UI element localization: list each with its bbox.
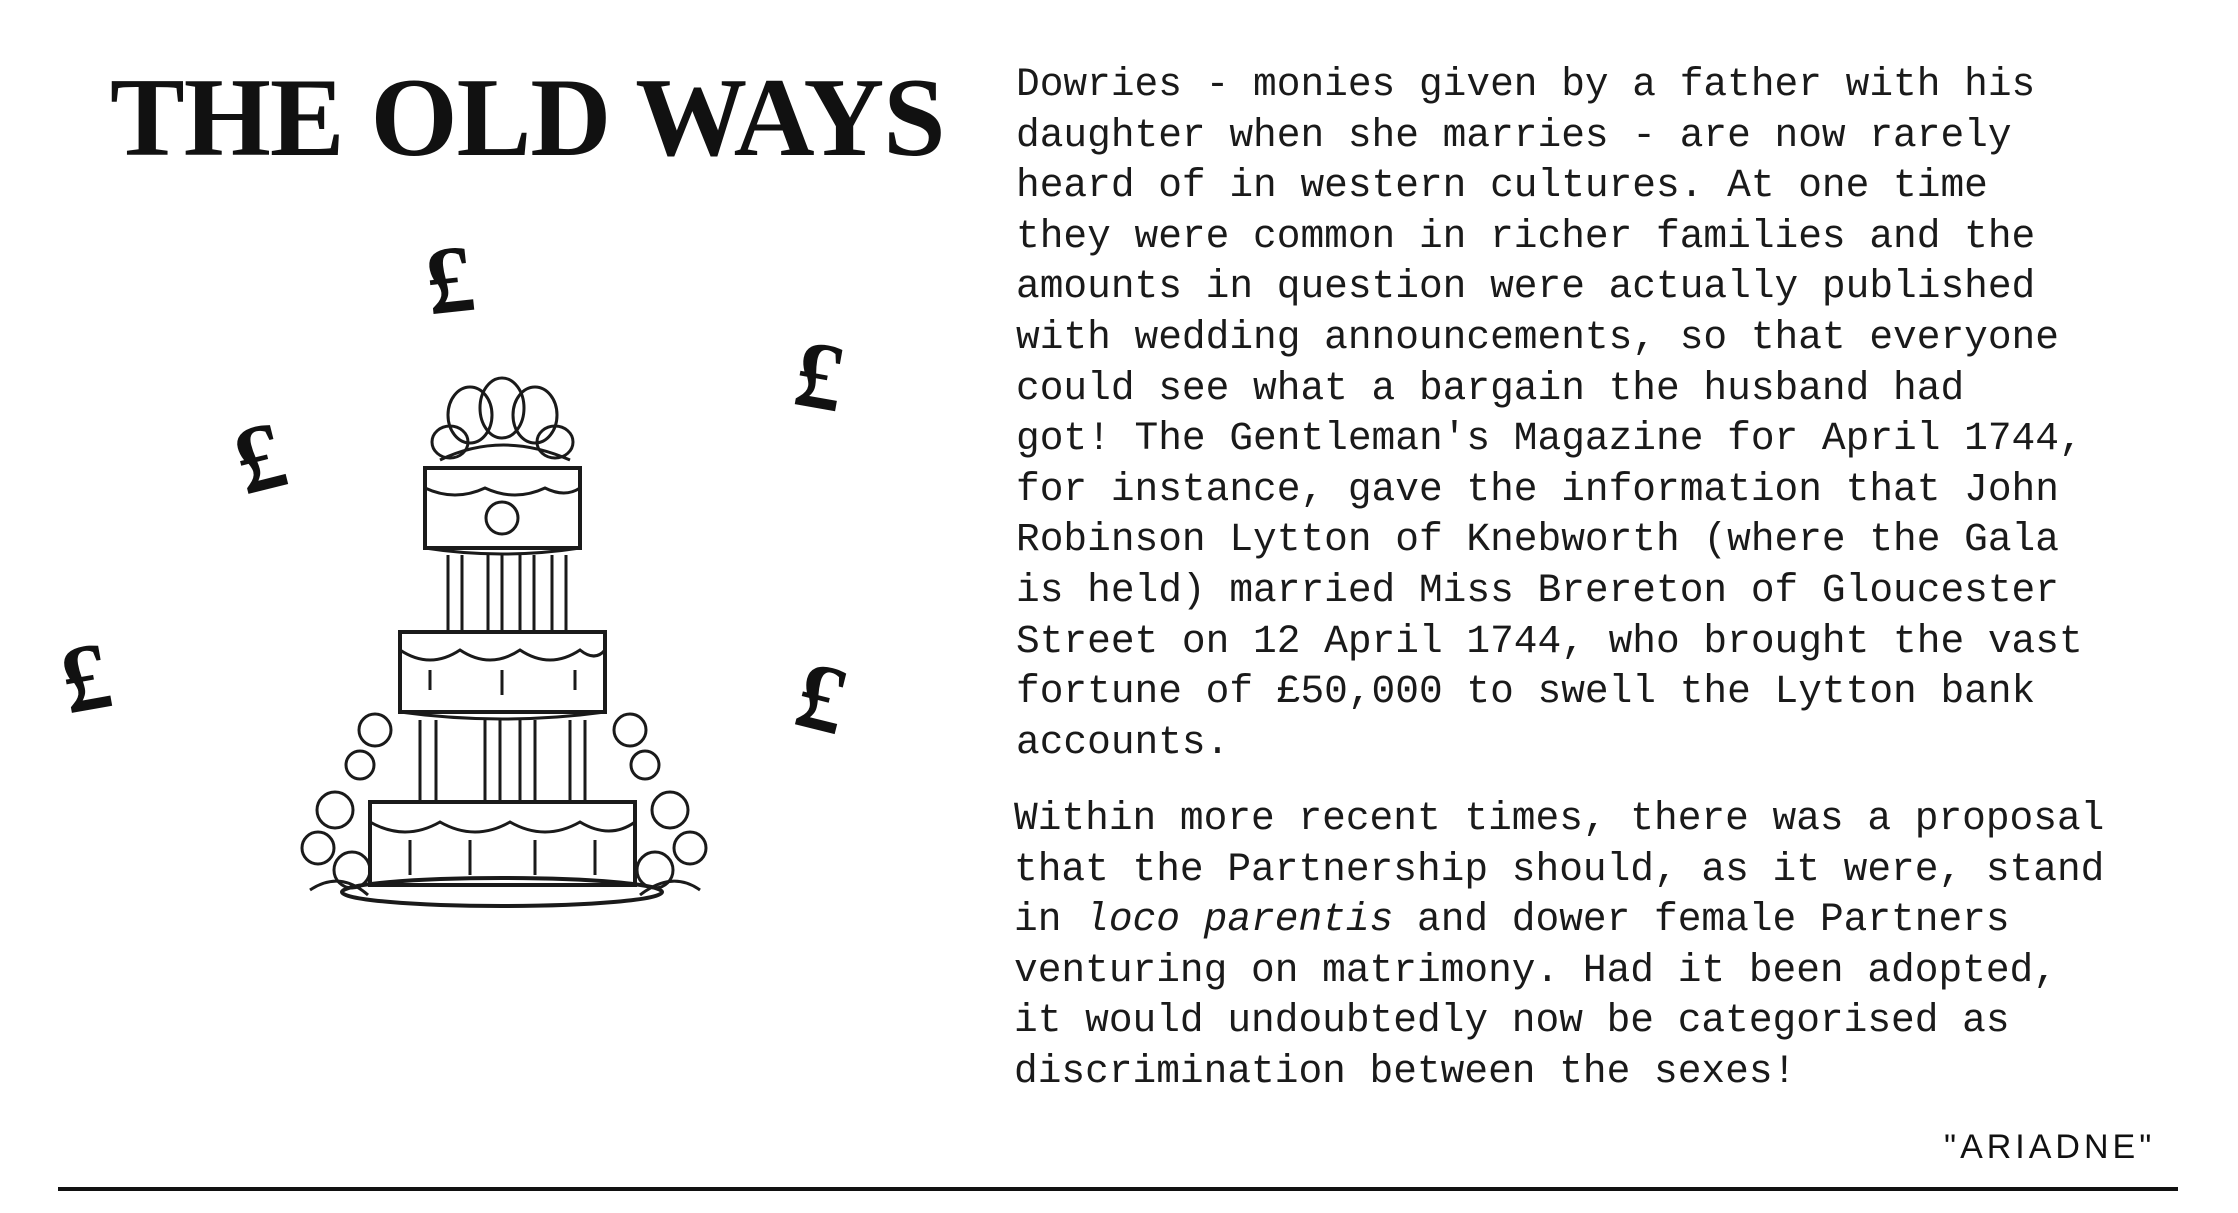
text-fragment: in	[1014, 897, 1086, 943]
text-line: got! The Gentleman's Magazine for April 1744,	[1016, 416, 2083, 462]
text-line: accounts.	[1016, 719, 1230, 765]
text-line: daughter when she marries - are now rarely	[1016, 112, 2012, 158]
text-line: could see what a bargain the husband had	[1016, 365, 1965, 411]
text-line: that the Partnership should, as it were, stand	[1014, 846, 2105, 892]
text-line: amounts in question were actually published	[1016, 264, 2036, 310]
text-line: venturing on matrimony. Had it been adopted,	[1014, 947, 2057, 993]
author-signature: "ARIADNE"	[1944, 1128, 2156, 1166]
pound-sign-icon: £	[420, 223, 480, 336]
text-line: they were common in richer families and the	[1016, 213, 2036, 259]
text-line: fortune of £50,000 to swell the Lytton bank	[1016, 669, 2036, 715]
pound-sign-icon: £	[52, 620, 119, 735]
text-line: for instance, gave the information that John	[1016, 466, 2059, 512]
text-line: with wedding announcements, so that everyone	[1016, 314, 2059, 360]
text-line: Within more recent times, there was a proposal	[1014, 796, 2105, 841]
pound-sign-icon: £	[785, 639, 859, 756]
text-line: Robinson Lytton of Knebworth (where the Gala	[1016, 517, 2059, 563]
text-line: Street on 12 April 1744, who brought the vast	[1016, 618, 2083, 664]
latin-phrase: loco parentis	[1085, 897, 1394, 943]
article-title: THE OLD WAYS	[110, 56, 945, 180]
paragraph-partnership	[1014, 794, 2104, 1098]
text-line: discrimination between the sexes!	[1014, 1048, 1797, 1094]
paragraph-dowries	[1016, 60, 2083, 768]
text-fragment: and dower female Partners	[1393, 897, 2010, 943]
text-line	[1014, 895, 2104, 946]
wedding-cake-illustration	[40, 210, 920, 910]
pound-sign-icon: £	[223, 399, 297, 516]
divider-rule	[58, 1187, 2178, 1191]
text-line: is held) married Miss Brereton of Gloucester	[1016, 567, 2059, 613]
text-line: it would undoubtedly now be categorised as	[1014, 998, 2010, 1044]
wedding-cake-icon	[280, 370, 820, 910]
pound-sign-icon: £	[787, 318, 854, 433]
text-line: heard of in western cultures. At one time	[1016, 163, 1988, 209]
text-line: Dowries - monies given by a father with his	[1016, 62, 2036, 107]
